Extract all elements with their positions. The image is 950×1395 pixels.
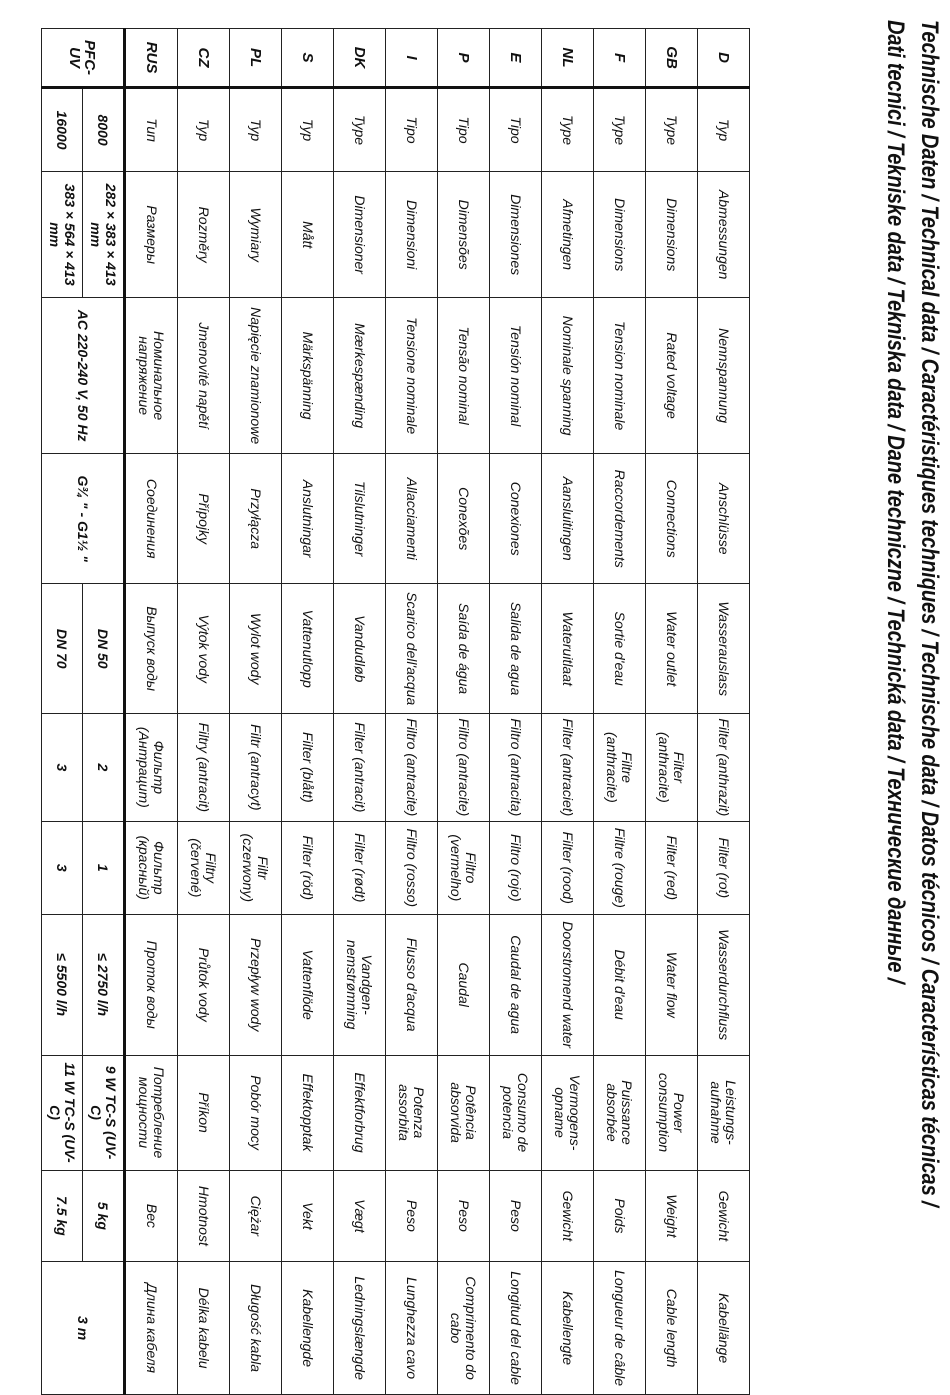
term-cell: Water outlet xyxy=(646,584,698,713)
product-weight-1: 5 kg xyxy=(83,1170,125,1262)
term-cell: Filter (antracit) xyxy=(334,713,386,821)
language-row xyxy=(698,29,750,1395)
language-row xyxy=(646,29,698,1395)
term-cell: Vandgen-nemstrømning xyxy=(334,914,386,1055)
term-cell: Conexiones xyxy=(490,453,542,584)
term-cell: Размеры xyxy=(125,172,178,298)
language-code: D xyxy=(698,29,750,88)
document-title xyxy=(830,20,950,1380)
term-cell: Вес xyxy=(125,1170,178,1262)
language-row xyxy=(594,29,646,1395)
product-flow-2: ≤ 5500 l/h xyxy=(42,914,83,1055)
term-cell: Pobór mocy xyxy=(230,1055,282,1170)
term-cell: Typ xyxy=(178,88,230,172)
term-cell: Filtre (anthracite) xyxy=(594,713,646,821)
product-cable: 3 m xyxy=(42,1262,125,1395)
title-line-2: Dati tecnici / Tekniske data / Tekniska data / Dane techniczne / Technická data / Технические данные / xyxy=(882,20,909,984)
term-cell: Gewicht xyxy=(698,1170,750,1262)
term-cell: Anschlüsse xyxy=(698,453,750,584)
language-row xyxy=(542,29,594,1395)
product-voltage: AC 220-240 V, 50 Hz xyxy=(42,298,125,454)
term-cell: Anslutningar xyxy=(282,453,334,584)
term-cell: Vægt xyxy=(334,1170,386,1262)
term-cell: Effektforbrug xyxy=(334,1055,386,1170)
term-cell: Saída de água xyxy=(438,584,490,713)
term-cell: Przepływ wody xyxy=(230,914,282,1055)
language-code: GB xyxy=(646,29,698,88)
term-cell: Filtry (červené) xyxy=(178,821,230,914)
term-cell: Napięcie znamionowe xyxy=(230,298,282,454)
term-cell: Cable length xyxy=(646,1262,698,1395)
term-cell: Ciężar xyxy=(230,1170,282,1262)
term-cell: Afmetingen xyxy=(542,172,594,298)
term-cell: Longitud del cable xyxy=(490,1262,542,1395)
term-cell: Märkspänning xyxy=(282,298,334,454)
language-row xyxy=(334,29,386,1395)
language-code: NL xyxy=(542,29,594,88)
language-code: PL xyxy=(230,29,282,88)
term-cell: Выпуск воды xyxy=(125,584,178,713)
product-filter-red-2: 3 xyxy=(42,821,83,914)
language-code: DK xyxy=(334,29,386,88)
language-code: CZ xyxy=(178,29,230,88)
term-cell: Type xyxy=(542,88,594,172)
product-weight-2: 7.5 kg xyxy=(42,1170,83,1262)
term-cell: Przyłącza xyxy=(230,453,282,584)
term-cell: Filtre (rouge) xyxy=(594,821,646,914)
term-cell: Nennspannung xyxy=(698,298,750,454)
term-cell: Aansluitingen xyxy=(542,453,594,584)
term-cell: Tilslutninger xyxy=(334,453,386,584)
term-cell: Wasserauslass xyxy=(698,584,750,713)
term-cell: Rated voltage xyxy=(646,298,698,454)
product-row-2 xyxy=(42,29,83,1395)
term-cell: Ledningslængde xyxy=(334,1262,386,1395)
term-cell: Sortie d'eau xyxy=(594,584,646,713)
language-rows xyxy=(125,29,750,1395)
product-filter-anthracite-1: 2 xyxy=(83,713,125,821)
term-cell: Vattenflöde xyxy=(282,914,334,1055)
language-code: S xyxy=(282,29,334,88)
term-cell: Filtry (antracit) xyxy=(178,713,230,821)
term-cell: Weight xyxy=(646,1170,698,1262)
term-cell: Filtro (vermelho) xyxy=(438,821,490,914)
term-cell: Abmessungen xyxy=(698,172,750,298)
term-cell: Filtro (rosso) xyxy=(386,821,438,914)
term-cell: Gewicht xyxy=(542,1170,594,1262)
term-cell: Filter (rødt) xyxy=(334,821,386,914)
language-code: F xyxy=(594,29,646,88)
language-row xyxy=(438,29,490,1395)
term-cell: Vekt xyxy=(282,1170,334,1262)
term-cell: Dimensiones xyxy=(490,172,542,298)
term-cell: Přípojky xyxy=(178,453,230,584)
term-cell: Kabellengte xyxy=(542,1262,594,1395)
term-cell: Nominale spanning xyxy=(542,298,594,454)
language-row xyxy=(490,29,542,1395)
term-cell: Wymiary xyxy=(230,172,282,298)
product-row-1 xyxy=(83,29,125,1395)
term-cell: Filter (blått) xyxy=(282,713,334,821)
product-power-2: 11 W TC-S (UV-C) xyxy=(42,1055,83,1170)
term-cell: Potência absorvida xyxy=(438,1055,490,1170)
term-cell: Typ xyxy=(698,88,750,172)
term-cell: Flusso d'acqua xyxy=(386,914,438,1055)
term-cell: Effektopptak xyxy=(282,1055,334,1170)
term-cell: Type xyxy=(594,88,646,172)
term-cell: Lunghezza cavo xyxy=(386,1262,438,1395)
term-cell: Poids xyxy=(594,1170,646,1262)
product-filter-red-1: 1 xyxy=(83,821,125,914)
term-cell: Filtro (antracite) xyxy=(386,713,438,821)
term-cell: Potenza assorbita xyxy=(386,1055,438,1170)
term-cell: Doorstromend water xyxy=(542,914,594,1055)
term-cell: Filtro (antracite) xyxy=(438,713,490,821)
language-row xyxy=(178,29,230,1395)
term-cell: Caudal xyxy=(438,914,490,1055)
term-cell: Typ xyxy=(230,88,282,172)
term-cell: Filter (rot) xyxy=(698,821,750,914)
language-code: I xyxy=(386,29,438,88)
product-dims-2: 383 × 564 × 413 mm xyxy=(42,172,83,298)
term-cell: Tipo xyxy=(490,88,542,172)
term-cell: Type xyxy=(334,88,386,172)
term-cell: Dimensioni xyxy=(386,172,438,298)
term-cell: Typ xyxy=(282,88,334,172)
term-cell: Mærkespænding xyxy=(334,298,386,454)
term-cell: Débit d'eau xyxy=(594,914,646,1055)
term-cell: Tipo xyxy=(438,88,490,172)
term-cell: Peso xyxy=(438,1170,490,1262)
language-row xyxy=(230,29,282,1395)
term-cell: Type xyxy=(646,88,698,172)
term-cell: Mått xyxy=(282,172,334,298)
term-cell: Filter (anthracite) xyxy=(646,713,698,821)
product-dims-1: 282 × 383 × 413 mm xyxy=(83,172,125,298)
term-cell: Comprimento do cabo xyxy=(438,1262,490,1395)
product-outlet-1: DN 50 xyxy=(83,584,125,713)
term-cell: Filter (rood) xyxy=(542,821,594,914)
term-cell: Długość kabla xyxy=(230,1262,282,1395)
product-type-1: 8000 xyxy=(83,88,125,172)
term-cell: Потребление мощности xyxy=(125,1055,178,1170)
term-cell: Filter (red) xyxy=(646,821,698,914)
term-cell: Puissance absorbée xyxy=(594,1055,646,1170)
technical-data-table xyxy=(41,28,750,1395)
term-cell: Номинальное напряжение xyxy=(125,298,178,454)
product-flow-1: ≤ 2750 l/h xyxy=(83,914,125,1055)
term-cell: Kabellengde xyxy=(282,1262,334,1395)
term-cell: Consumo de potencia xyxy=(490,1055,542,1170)
term-cell: Wateruitlaat xyxy=(542,584,594,713)
term-cell: Průtok vody xyxy=(178,914,230,1055)
term-cell: Длина кабеля xyxy=(125,1262,178,1395)
term-cell: Фильтр (красный) xyxy=(125,821,178,914)
term-cell: Peso xyxy=(386,1170,438,1262)
term-cell: Vattenutlopp xyxy=(282,584,334,713)
term-cell: Dimensions xyxy=(646,172,698,298)
language-row xyxy=(125,29,178,1395)
term-cell: Filter (antraciet) xyxy=(542,713,594,821)
term-cell: Vermogens-opname xyxy=(542,1055,594,1170)
language-code: RUS xyxy=(125,29,178,88)
term-cell: Scarico dell'acqua xyxy=(386,584,438,713)
term-cell: Tensión nominal xyxy=(490,298,542,454)
term-cell: Tension nominale xyxy=(594,298,646,454)
term-cell: Filtr (czerwony) xyxy=(230,821,282,914)
term-cell: Dimensioner xyxy=(334,172,386,298)
term-cell: Connections xyxy=(646,453,698,584)
product-connections: G¾ " - G1½ " xyxy=(42,453,125,584)
language-code: P xyxy=(438,29,490,88)
title-line-1: Technische Daten / Technical data / Caractéristiques techniques / Technische data / Datos técnicos / Características técnicas / xyxy=(916,20,943,1207)
term-cell: Filtro (rojo) xyxy=(490,821,542,914)
term-cell: Tensione nominale xyxy=(386,298,438,454)
product-filter-anthracite-2: 3 xyxy=(42,713,83,821)
term-cell: Tipo xyxy=(386,88,438,172)
term-cell: Raccordements xyxy=(594,453,646,584)
term-cell: Salida de agua xyxy=(490,584,542,713)
term-cell: Соединения xyxy=(125,453,178,584)
term-cell: Jmenovité napětí xyxy=(178,298,230,454)
term-cell: Peso xyxy=(490,1170,542,1262)
term-cell: Wylot wody xyxy=(230,584,282,713)
term-cell: Wasserdurchfluss xyxy=(698,914,750,1055)
term-cell: Délka kabelu xyxy=(178,1262,230,1395)
term-cell: Dimensions xyxy=(594,172,646,298)
term-cell: Allacciamenti xyxy=(386,453,438,584)
term-cell: Тип xyxy=(125,88,178,172)
term-cell: Filter (anthrazit) xyxy=(698,713,750,821)
product-label: PFC-UV xyxy=(42,29,125,88)
term-cell: Kabellänge xyxy=(698,1262,750,1395)
term-cell: Rozměry xyxy=(178,172,230,298)
term-cell: Filtr (antracyt) xyxy=(230,713,282,821)
product-power-1: 9 W TC-S (UV-C) xyxy=(83,1055,125,1170)
term-cell: Příkon xyxy=(178,1055,230,1170)
term-cell: Tensão nominal xyxy=(438,298,490,454)
term-cell: Dimensões xyxy=(438,172,490,298)
term-cell: Hmotnost xyxy=(178,1170,230,1262)
term-cell: Conexões xyxy=(438,453,490,584)
language-row xyxy=(386,29,438,1395)
term-cell: Filter (röd) xyxy=(282,821,334,914)
product-rows xyxy=(42,29,125,1395)
term-cell: Фильтр (Антрацит) xyxy=(125,713,178,821)
term-cell: Проток воды xyxy=(125,914,178,1055)
product-outlet-2: DN 70 xyxy=(42,584,83,713)
term-cell: Filtro (antracita) xyxy=(490,713,542,821)
term-cell: Vandudløb xyxy=(334,584,386,713)
language-row xyxy=(282,29,334,1395)
term-cell: Power consumption xyxy=(646,1055,698,1170)
language-code: E xyxy=(490,29,542,88)
term-cell: Leistungs-aufnahme xyxy=(698,1055,750,1170)
product-type-2: 16000 xyxy=(42,88,83,172)
term-cell: Water flow xyxy=(646,914,698,1055)
term-cell: Výtok vody xyxy=(178,584,230,713)
term-cell: Longueur de câble xyxy=(594,1262,646,1395)
term-cell: Caudal de agua xyxy=(490,914,542,1055)
